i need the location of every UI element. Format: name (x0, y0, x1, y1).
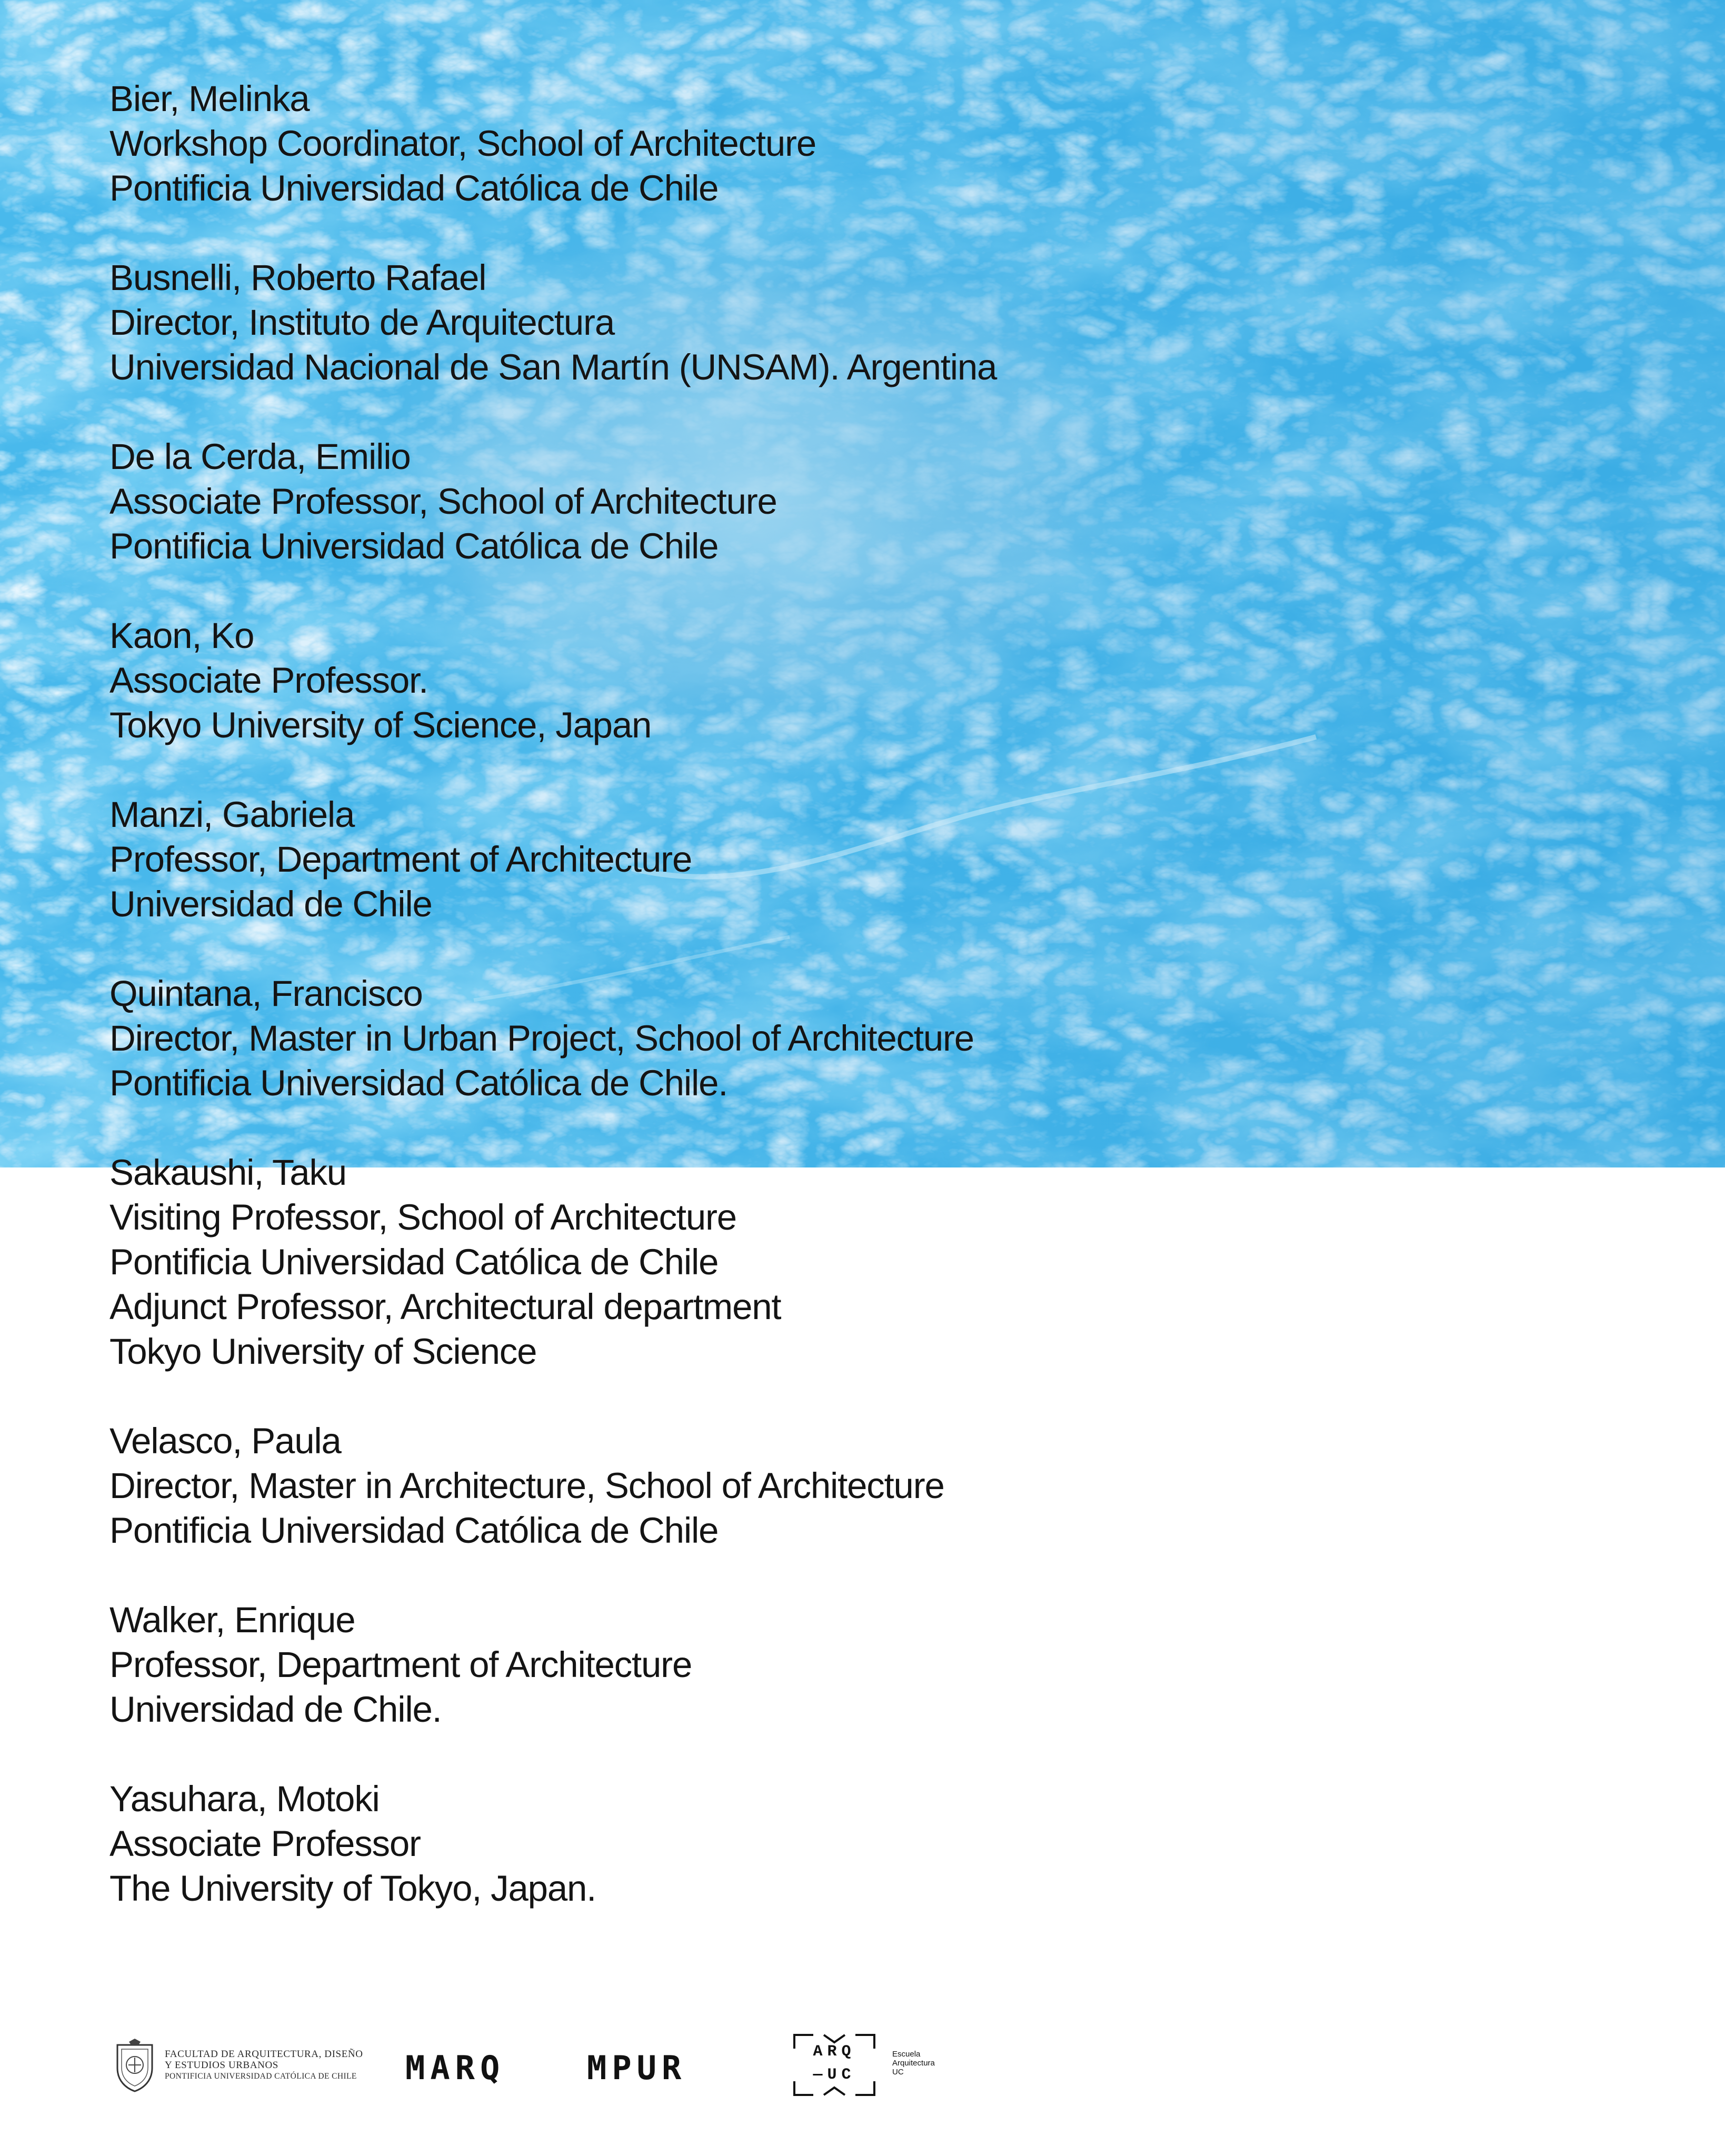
faculty-line: FACULTAD DE ARQUITECTURA, DISEÑO (165, 2048, 363, 2060)
person-entry (109, 792, 1162, 926)
arq-uc-logo (792, 2032, 1013, 2100)
person-role: Workshop Coordinator, School of Architecture (109, 123, 816, 164)
mpur-logo: MPUR (587, 2049, 687, 2087)
university-seal-icon (113, 2038, 156, 2092)
person-role: Associate Professor. (109, 660, 428, 701)
person-name: Bier, Melinka (109, 78, 310, 119)
footer-logos (113, 2032, 1640, 2105)
arq-text: ARQ (813, 2043, 856, 2061)
person-name: Quintana, Francisco (109, 973, 423, 1014)
arq-school-line: Escuela (892, 2050, 921, 2059)
person-institution: Pontificia Universidad Católica de Chile (109, 1510, 719, 1551)
person-role: Visiting Professor, School of Architecture (109, 1197, 736, 1237)
person-entry (109, 613, 1162, 747)
person-role: Professor, Department of Architecture (109, 1644, 692, 1685)
person-role: Associate Professor (109, 1823, 421, 1864)
person-institution: Universidad Nacional de San Martín (UNSAM). Argentina (109, 347, 997, 387)
faculty-line: PONTIFICIA UNIVERSIDAD CATÓLICA DE CHILE (165, 2071, 357, 2081)
people-list (109, 76, 1162, 1955)
person-name: Walker, Enrique (109, 1600, 355, 1640)
person-institution: Universidad de Chile. (109, 1689, 442, 1730)
person-name: Velasco, Paula (109, 1421, 341, 1461)
person-role: Associate Professor, School of Architecture (109, 481, 777, 522)
uc-text: —UC (813, 2066, 856, 2084)
faculty-name (165, 2049, 363, 2082)
person-institution: Pontificia Universidad Católica de Chile (109, 168, 719, 208)
person-entry (109, 1419, 1162, 1553)
arq-school-line: UC (892, 2068, 904, 2077)
faculty-line: Y ESTUDIOS URBANOS (165, 2059, 278, 2071)
person-entry (109, 76, 1162, 211)
arq-school-line: Arquitectura (892, 2059, 935, 2068)
person-institution: The University of Tokyo, Japan. (109, 1868, 596, 1909)
person-institution: Pontificia Universidad Católica de Chile. (109, 1063, 728, 1103)
person-name: Manzi, Gabriela (109, 794, 355, 835)
person-role: Professor, Department of Architecture (109, 839, 692, 880)
marq-logo: MARQ (405, 2049, 505, 2087)
person-institution: Pontificia Universidad Católica de Chile (109, 1242, 719, 1282)
person-role: Director, Master in Architecture, School of Architecture (109, 1465, 944, 1506)
person-name: Yasuhara, Motoki (109, 1779, 380, 1819)
person-entry (109, 1598, 1162, 1732)
person-role: Adjunct Professor, Architectural department (109, 1286, 781, 1327)
person-name: Kaon, Ko (109, 615, 254, 656)
person-name: Sakaushi, Taku (109, 1152, 346, 1193)
person-entry (109, 1150, 1162, 1374)
person-institution: Tokyo University of Science (109, 1331, 537, 1372)
person-entry (109, 434, 1162, 568)
person-institution: Tokyo University of Science, Japan (109, 705, 652, 745)
person-entry (109, 1776, 1162, 1911)
person-entry (109, 971, 1162, 1105)
person-role: Director, Master in Urban Project, School of Architecture (109, 1018, 974, 1059)
person-name: Busnelli, Roberto Rafael (109, 257, 486, 298)
person-role: Director, Instituto de Arquitectura (109, 302, 615, 343)
person-institution: Pontificia Universidad Católica de Chile (109, 526, 719, 566)
person-entry (109, 255, 1162, 390)
arq-school-name (892, 2050, 935, 2077)
person-institution: Universidad de Chile (109, 884, 432, 924)
faculty-logo (113, 2036, 363, 2094)
person-name: De la Cerda, Emilio (109, 436, 411, 477)
